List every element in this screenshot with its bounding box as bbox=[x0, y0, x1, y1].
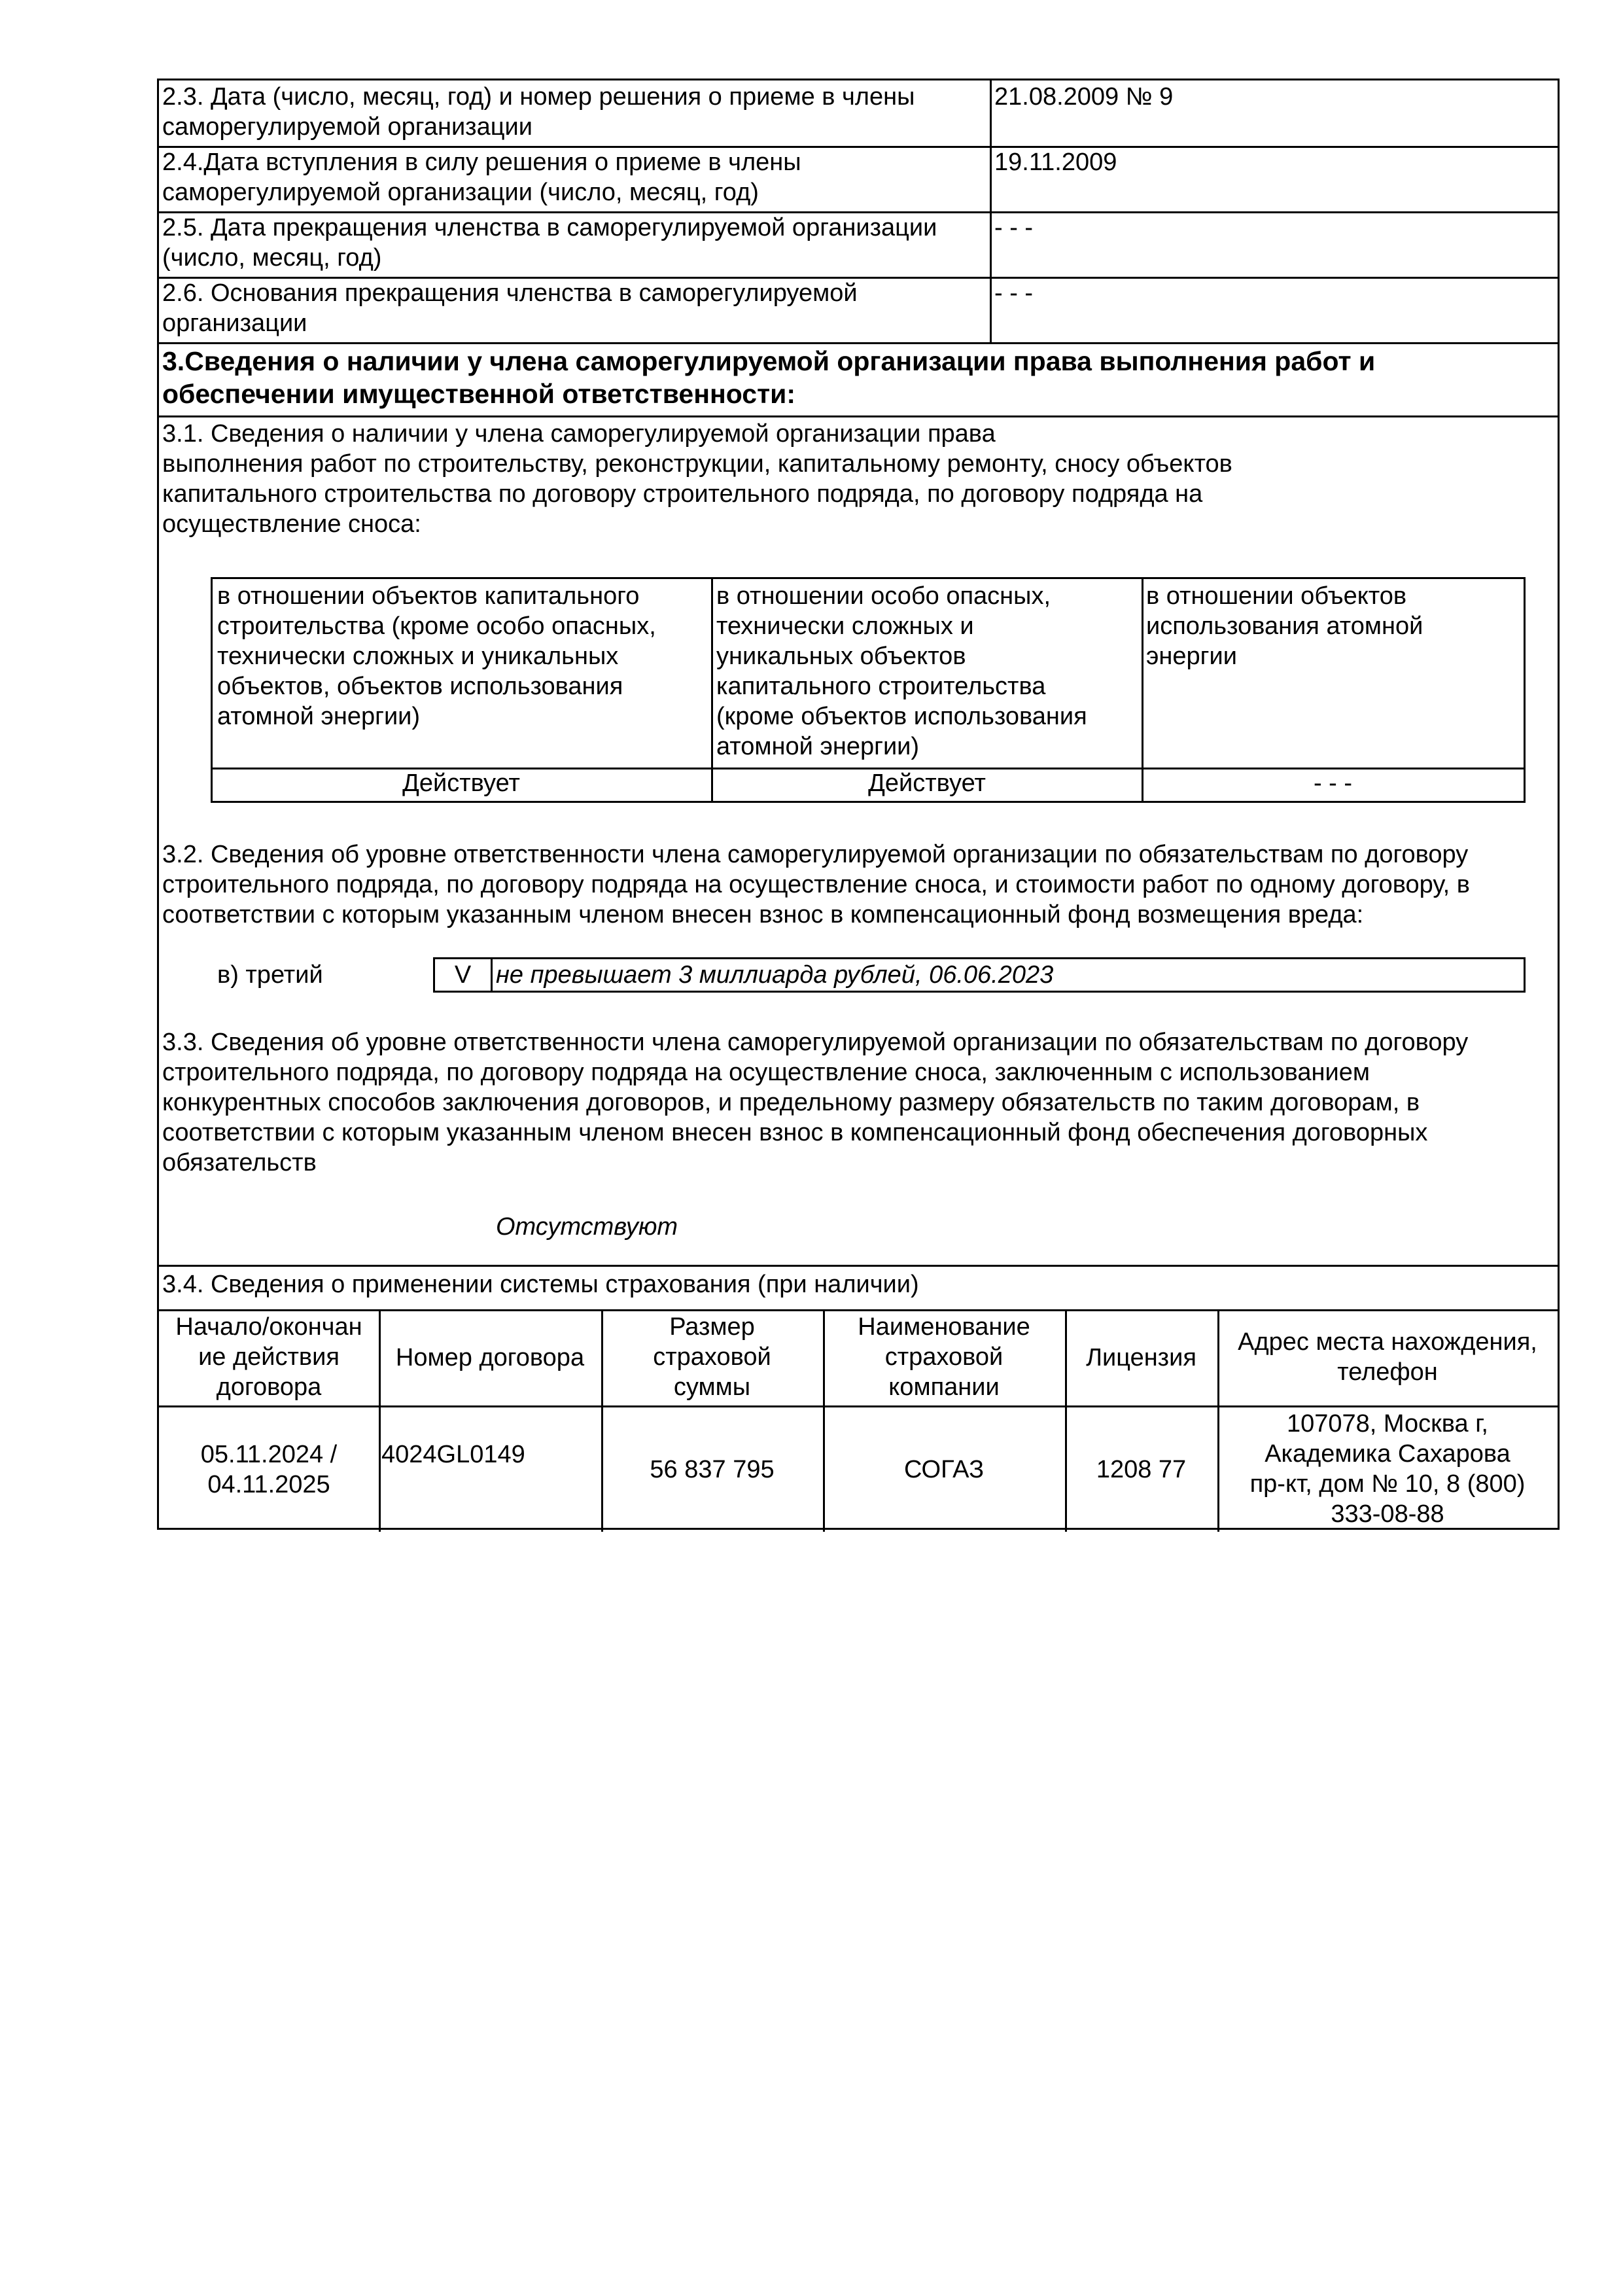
paragraph-3-1: 3.1. Сведения о наличии у члена саморегулируемой организации права выполнения работ по строительству, реконструкции, капитальному ремонту, сносу объектов капитального строительства по договору строительного подряда, по договору подряда на осуществление сноса: bbox=[162, 420, 1232, 538]
ins-cell-period: 05.11.2024 / 04.11.2025 bbox=[200, 1441, 338, 1498]
paragraph-3-2: 3.2. Сведения об уровне ответственности члена саморегулируемой организации по обязательствам по договору строительного подряда, по договору подряда на осуществление сноса, и стоимости работ по одному договору, в соответствии с которым указанным членом внесен взнос в компенсационный фонд возмещения вреда: bbox=[162, 841, 1470, 928]
row-2-3-label: 2.3. Дата (число, месяц, год) и номер решения о приеме в члены саморегулируемой организации bbox=[162, 83, 915, 141]
level-text: не превышает 3 миллиарда рублей, 06.06.2023 bbox=[496, 961, 1054, 989]
ins-cell-sum: 56 837 795 bbox=[650, 1456, 775, 1483]
rights-value-dangerous: Действует bbox=[868, 769, 986, 797]
rights-value-atomic: - - - bbox=[1313, 769, 1353, 797]
ins-cell-number: 4024GL0149 bbox=[381, 1441, 525, 1468]
row-2-4-value: 19.11.2009 bbox=[994, 149, 1117, 176]
level-label: в) третий bbox=[217, 961, 323, 989]
rights-header-atomic: в отношении объектов использования атомной энергии bbox=[1146, 582, 1423, 670]
ins-header-company: Наименование страховой компании bbox=[858, 1313, 1030, 1401]
row-2-4-label: 2.4.Дата вступления в силу решения о приеме в члены саморегулируемой организации (число, месяц, год) bbox=[162, 149, 801, 206]
rights-header-general: в отношении объектов капитального строительства (кроме особо опасных, технически сложных и уникальных объектов, объектов использования атомной энергии) bbox=[217, 582, 656, 730]
ins-header-period: Начало/окончан ие действия договора bbox=[175, 1313, 362, 1401]
row-divider bbox=[159, 1265, 1558, 1267]
row-2-5-value: - - - bbox=[994, 214, 1034, 241]
row-divider bbox=[159, 342, 1558, 344]
row-divider bbox=[159, 415, 1558, 417]
row-2-6-value: - - - bbox=[994, 279, 1034, 307]
level-mark: V bbox=[454, 961, 472, 989]
ins-cell-address: 107078, Москва г, Академика Сахарова пр-кт, дом № 10, 8 (800) 333-08-88 bbox=[1249, 1410, 1526, 1528]
ins-cell-license: 1208 77 bbox=[1096, 1456, 1187, 1483]
ins-header-license: Лицензия bbox=[1086, 1344, 1196, 1371]
row-divider bbox=[159, 1405, 1558, 1407]
column-divider bbox=[990, 80, 992, 342]
ins-cell-company: СОГАЗ bbox=[903, 1456, 985, 1483]
row-2-3-value: 21.08.2009 № 9 bbox=[994, 83, 1174, 111]
row-2-6-label: 2.6. Основания прекращения членства в саморегулируемой организации bbox=[162, 279, 858, 337]
paragraph-3-4: 3.4. Сведения о применении системы страхования (при наличии) bbox=[162, 1271, 919, 1298]
row-2-5-label: 2.5. Дата прекращения членства в саморегулируемой организации (число, месяц, год) bbox=[162, 214, 937, 272]
row-divider bbox=[159, 1309, 1558, 1311]
ins-header-number: Номер договора bbox=[395, 1344, 585, 1371]
rights-value-general: Действует bbox=[402, 769, 520, 797]
rights-header-dangerous: в отношении особо опасных, технически сложных и уникальных объектов капитального строительства (кроме объектов использования атомной энергии) bbox=[716, 582, 1087, 760]
ins-header-address: Адрес места нахождения, телефон bbox=[1238, 1328, 1537, 1386]
paragraph-3-3-value: Отсутствуют bbox=[496, 1213, 678, 1241]
ins-header-sum: Размер страховой суммы bbox=[653, 1313, 771, 1401]
section-3-heading: 3.Сведения о наличии у члена саморегулируемой организации права выполнения работ и обеспечении имущественной ответственности: bbox=[162, 346, 1376, 409]
paragraph-3-3: 3.3. Сведения об уровне ответственности члена саморегулируемой организации по обязательствам по договору строительного подряда, по договору подряда на осуществление сноса, заключенным с использованием конкурентных способов заключения договоров, и предельному размеру обязательств по таким договорам, в соответствии с которым указанным членом внесен взнос в компенсационный фонд обеспечения договорных обязательств bbox=[162, 1029, 1469, 1176]
